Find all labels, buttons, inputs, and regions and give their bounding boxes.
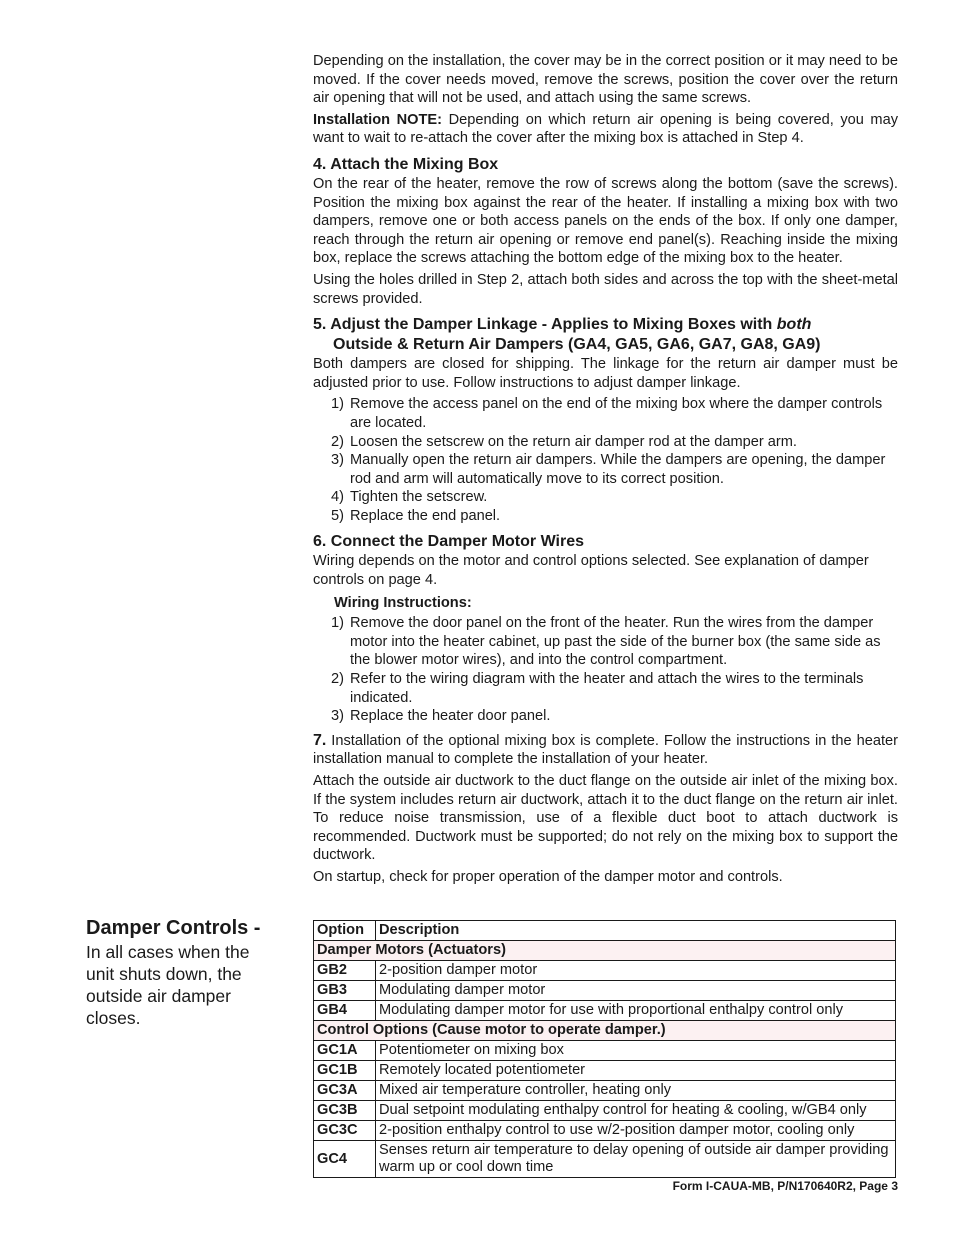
option-code: GB3	[314, 981, 376, 1001]
option-description: Modulating damper motor for use with proportional enthalpy control only	[376, 1001, 896, 1021]
option-code: GC4	[314, 1141, 376, 1178]
list-item	[313, 451, 898, 488]
step4-paragraph-1: On the rear of the heater, remove the row of screws along the bottom (save the screws). Position the mixing box against the rear of the heater. If installing a mixing box with two dampers, remove one or both access panels on the ends of the box. If only one damper, reach through the return air opening or remove end panel(s). Reaching inside the mixing box, replace the screws attaching the bottom edge of the mixing box to the heater.	[313, 175, 898, 267]
table-row	[314, 1101, 896, 1121]
list-number: 5)	[331, 507, 344, 524]
option-code: GB2	[314, 961, 376, 981]
table-row	[314, 1001, 896, 1021]
table-header-row	[314, 921, 896, 941]
sidebar-text: In all cases when the unit shuts down, the outside air damper closes.	[86, 942, 250, 1028]
list-number: 3)	[331, 708, 344, 725]
table-row	[314, 981, 896, 1001]
main-column	[313, 52, 898, 890]
list-item	[313, 433, 898, 452]
installation-note	[313, 111, 898, 148]
table-row	[314, 961, 896, 981]
sidebar-title: Damper Controls -	[86, 917, 261, 939]
note-label: Installation NOTE:	[313, 111, 442, 128]
step6-list	[313, 614, 898, 726]
step6-heading: 6. Connect the Damper Motor Wires	[313, 533, 585, 551]
section-row-controls	[314, 1021, 896, 1041]
step7-paragraph-3: On startup, check for proper operation of the damper motor and controls.	[313, 868, 783, 885]
list-number: 2)	[331, 433, 344, 450]
options-table	[313, 920, 896, 1178]
wiring-instructions-heading: Wiring Instructions:	[334, 594, 472, 611]
step5-heading-b: Outside & Return Air Dampers (GA4, GA5, GA6, GA7, GA8, GA9)	[333, 336, 821, 354]
intro-paragraph: Depending on the installation, the cover may be in the correct position or it may need to be moved. If the cover needs moved, remove the screws, position the cover over the return air opening that will not be used, and attach using the same screws.	[313, 53, 898, 107]
option-code: GC3B	[314, 1101, 376, 1121]
list-item	[313, 395, 898, 432]
option-code: GB4	[314, 1001, 376, 1021]
list-number: 1)	[331, 615, 344, 632]
step4-paragraph-2: Using the holes drilled in Step 2, attach both sides and across the top with the sheet-metal screws provided.	[313, 271, 898, 307]
list-number: 1)	[331, 396, 344, 413]
table-row	[314, 1041, 896, 1061]
list-number: 2)	[331, 671, 344, 688]
list-text: Manually open the return air dampers. While the dampers are opening, the damper rod and arm will automatically move to its correct position.	[350, 452, 886, 487]
list-item	[313, 707, 898, 726]
damper-controls-sidebar	[86, 916, 276, 1029]
step5-heading	[313, 315, 898, 355]
list-item	[313, 488, 898, 507]
list-text: Replace the heater door panel.	[350, 708, 551, 725]
option-description: Potentiometer on mixing box	[376, 1041, 896, 1061]
option-description: Modulating damper motor	[376, 981, 896, 1001]
step4-heading: 4. Attach the Mixing Box	[313, 155, 499, 173]
list-number: 3)	[331, 452, 344, 469]
list-number: 4)	[331, 489, 344, 506]
list-text: Refer to the wiring diagram with the heater and attach the wires to the terminals indicated.	[350, 671, 864, 706]
option-description: Senses return air temperature to delay opening of outside air damper providing warm up or cool down time	[376, 1141, 896, 1178]
option-description: 2-position damper motor	[376, 961, 896, 981]
option-code: GC1B	[314, 1061, 376, 1081]
list-text: Tighten the setscrew.	[350, 489, 488, 506]
option-code: GC3A	[314, 1081, 376, 1101]
step5-paragraph: Both dampers are closed for shipping. The linkage for the return air damper must be adjusted prior to use. Follow instructions to adjust damper linkage.	[313, 356, 898, 391]
option-code: GC1A	[314, 1041, 376, 1061]
option-description: Remotely located potentiometer	[376, 1061, 896, 1081]
section-label: Damper Motors (Actuators)	[314, 941, 896, 961]
step6-paragraph: Wiring depends on the motor and control options selected. See explanation of damper controls on page 4.	[313, 553, 869, 589]
option-code: GC3C	[314, 1121, 376, 1141]
option-description: Dual setpoint modulating enthalpy control for heating & cooling, w/GB4 only	[376, 1101, 896, 1121]
list-item	[313, 507, 898, 526]
step5-heading-em: both	[776, 316, 812, 334]
header-description: Description	[376, 921, 896, 941]
header-option: Option	[314, 921, 376, 941]
table-row	[314, 1061, 896, 1081]
table-row	[314, 1121, 896, 1141]
step5-heading-a: 5. Adjust the Damper Linkage - Applies to Mixing Boxes with	[313, 316, 777, 334]
list-text: Remove the access panel on the end of the mixing box where the damper controls are located.	[350, 396, 883, 431]
step7-number: 7.	[313, 731, 327, 749]
step5-list	[313, 395, 898, 525]
step7-text: Installation of the optional mixing box is complete. Follow the instructions in the heater installation manual to complete the installation of your heater.	[313, 732, 898, 768]
page-footer: Form I-CAUA-MB, P/N170640R2, Page 3	[672, 1179, 898, 1193]
table-row	[314, 1141, 896, 1178]
section-row-motors	[314, 941, 896, 961]
list-item	[313, 670, 898, 707]
note-text: Depending on which return air opening is being covered, you may want to wait to re-attach the cover after the mixing box is attached in Step 4.	[313, 111, 898, 147]
list-text: Remove the door panel on the front of the heater. Run the wires from the damper motor into the heater cabinet, up past the side of the burner box (the same side as the blower motor wires), and into the control compartment.	[350, 615, 881, 669]
table-row	[314, 1081, 896, 1101]
step7-paragraph-1	[313, 732, 898, 769]
option-description: 2-position enthalpy control to use w/2-position damper motor, cooling only	[376, 1121, 896, 1141]
step7-paragraph-2: Attach the outside air ductwork to the duct flange on the outside air inlet of the mixing box. If the system includes return air ductwork, attach it to the duct flange on the return air inlet. To reduce noise transmission, use of a flexible duct boot to attach ductwork is recommended. Ductwork must be supported; do not rely on the mixing box to support the ductwork.	[313, 773, 898, 864]
section-label: Control Options (Cause motor to operate damper.)	[314, 1021, 896, 1041]
option-description: Mixed air temperature controller, heating only	[376, 1081, 896, 1101]
list-item	[313, 614, 898, 670]
list-text: Loosen the setscrew on the return air damper rod at the damper arm.	[350, 433, 797, 450]
list-text: Replace the end panel.	[350, 507, 501, 524]
